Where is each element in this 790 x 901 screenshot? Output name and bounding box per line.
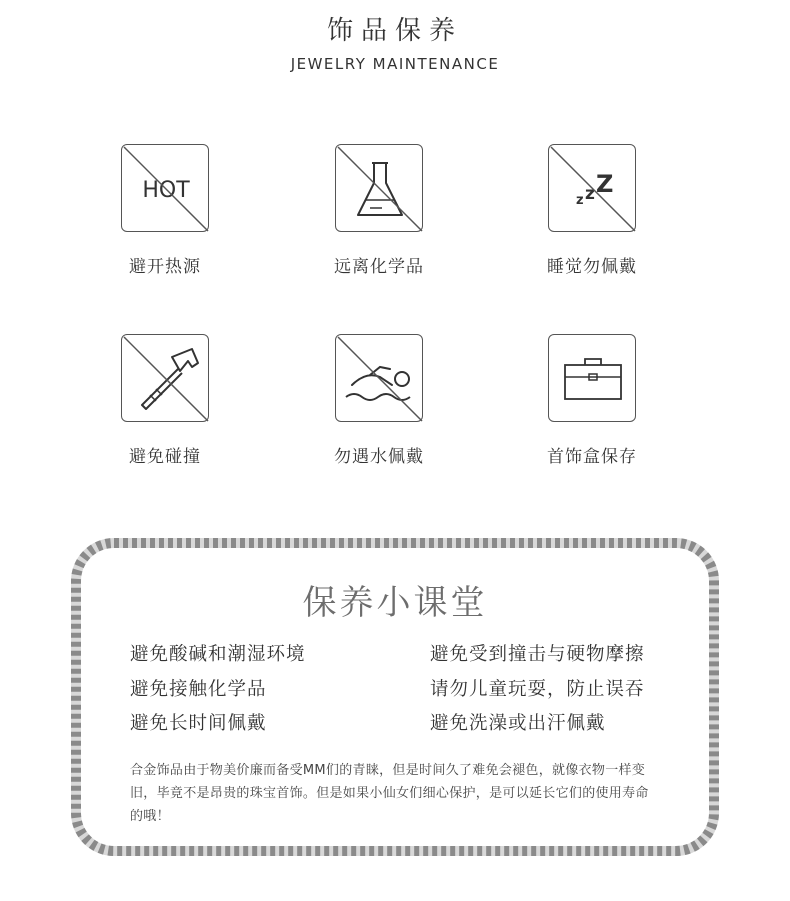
lesson-item: 请勿儿童玩耍，防止误吞 <box>430 678 645 700</box>
lesson-item: 避免长时间佩戴 <box>130 713 267 734</box>
page-header <box>0 10 790 73</box>
svg-text:z: z <box>585 184 595 204</box>
hammer-icon <box>121 334 209 422</box>
lesson-title: 保养小课堂 <box>302 583 488 623</box>
tip-no-water <box>289 334 469 467</box>
svg-text:Z: Z <box>596 170 614 198</box>
hot-icon-text: HOT <box>142 178 190 203</box>
lesson-right-list <box>430 638 645 742</box>
tip-label: 睡觉勿佩戴 <box>547 257 637 277</box>
care-lesson-panel <box>70 537 720 857</box>
lesson-item: 避免洗澡或出汗佩戴 <box>430 713 606 734</box>
flask-icon <box>335 144 423 232</box>
tip-label: 勿遇水佩戴 <box>334 447 424 467</box>
jewelry-box-icon <box>548 334 636 422</box>
lesson-item: 避免酸碱和潮湿环境 <box>130 644 306 665</box>
page-title: 饰品保养 <box>326 16 463 46</box>
page-subtitle: JEWELRY MAINTENANCE <box>290 55 500 73</box>
tip-avoid-heat <box>75 144 255 277</box>
tip-avoid-collision <box>75 334 255 467</box>
lesson-item: 避免受到撞击与硬物摩擦 <box>430 644 645 665</box>
tip-box-storage <box>502 334 682 467</box>
sleep-icon <box>548 144 636 232</box>
hot-icon <box>121 144 209 232</box>
lesson-left-list <box>130 638 306 742</box>
tip-no-sleep-wear <box>502 144 682 277</box>
care-tips-grid <box>0 144 790 484</box>
swimmer-icon <box>335 334 423 422</box>
tip-avoid-chemicals <box>289 144 469 277</box>
tip-label: 避免碰撞 <box>129 447 201 467</box>
lesson-item: 避免接触化学品 <box>130 678 267 700</box>
svg-text:z: z <box>576 193 584 208</box>
tip-label: 避开热源 <box>129 257 201 277</box>
lesson-paragraph: 合金饰品由于物美价廉而备受MM们的青睐，但是时间久了难免会褪色，就像衣物一样变旧，毕竟不是昂贵的珠宝首饰。但是如果小仙女们细心保护，是可以延长它们的使用寿命的哦！ <box>130 763 649 824</box>
tip-label: 首饰盒保存 <box>547 447 637 467</box>
tip-label: 远离化学品 <box>334 257 424 277</box>
